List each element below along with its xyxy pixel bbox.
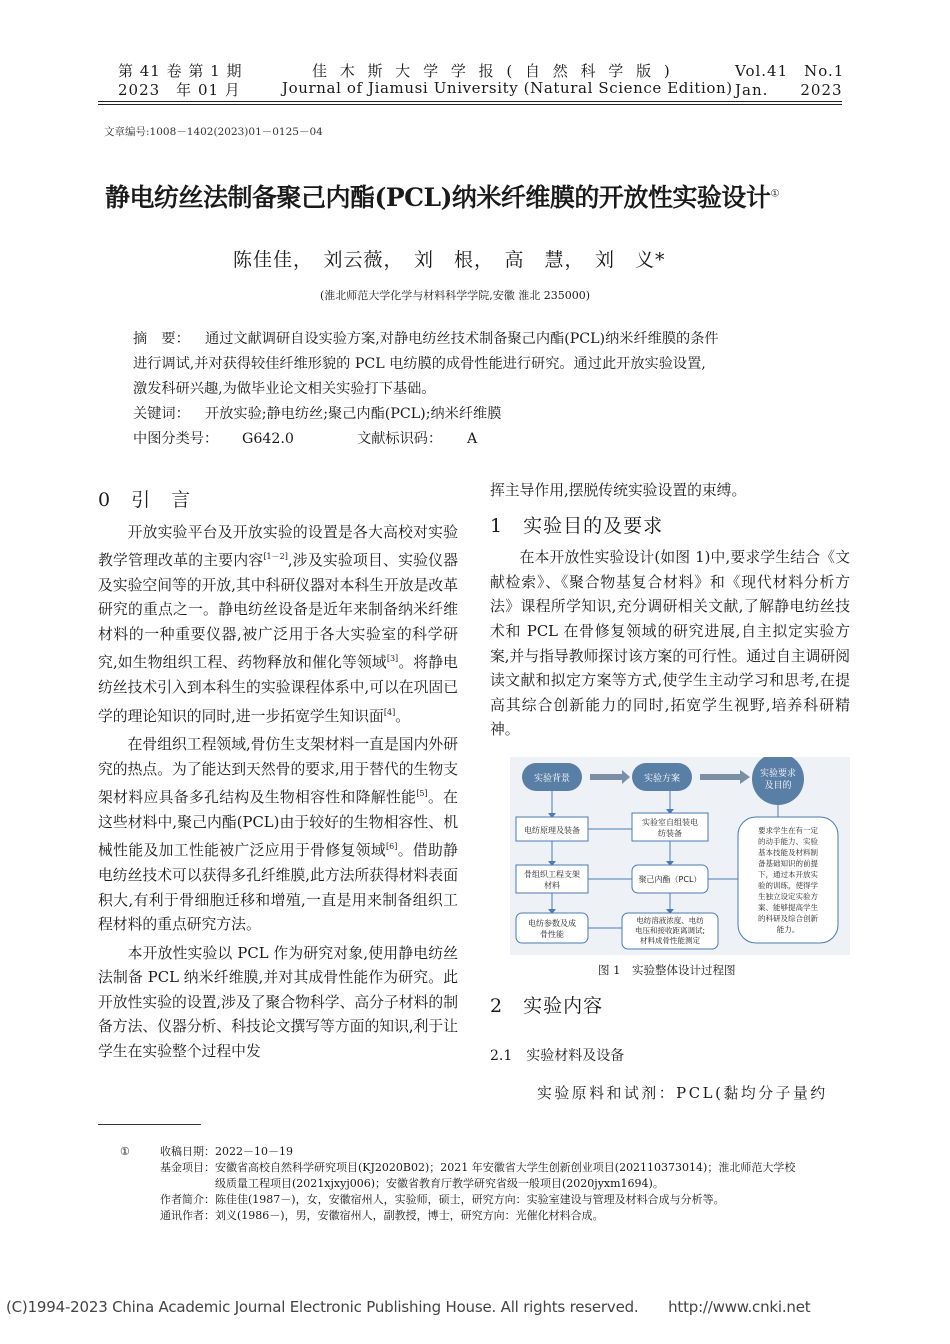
paper-title: 静电纺丝法制备聚己内酯(PCL)纳米纤维膜的开放性实验设计①	[105, 183, 779, 212]
section-2-title: 2 实验内容	[490, 995, 604, 1017]
abstract-line-1: 通过文献调研自设实验方案,对静电纺丝技术制备聚己内酯(PCL)纳米纤维膜的条件	[205, 331, 719, 347]
figure-1-caption: 图 1 实验整体设计过程图	[598, 963, 736, 977]
label-electrospinning-principle: 电纺原理及装备	[524, 826, 580, 835]
section-1-title: 1 实验目的及要求	[490, 514, 664, 537]
abstract-line-3: 激发科研兴趣,为做毕业论文相关实验打下基础。	[133, 381, 436, 397]
authors: 陈佳佳， 刘云薇， 刘 根， 高 慧， 刘 义*	[233, 249, 666, 271]
section-0-title: 0 引 言	[98, 489, 192, 511]
clc-value: G642.0	[242, 431, 294, 447]
header-rule-2	[98, 104, 842, 105]
label-bone-scaffold-1: 骨组织工程支架	[524, 870, 580, 879]
label-solution-params-2: 电压和接收距离调试;	[634, 926, 706, 935]
footnote-bio: 作者简介：陈佳佳(1987－)，女，安徽宿州人，实验师，硕士，研究方向：实验室建设与管理及材料合成与分析等。	[160, 1193, 725, 1206]
article-number: 文章编号:1008－1402(2023)01－0125－04	[104, 126, 323, 138]
req-line-10: 能力。	[776, 925, 800, 934]
intro-paragraph-2: 在骨组织工程领域,骨仿生支架材料一直是国内外研究的热点。为了能达到天然骨的要求,用于替代的生物支架材料应具备多孔结构及生物相容性和降解性能[5]。在这些材料中,聚己内酯(PCL)由于较好的生物相容性、机械性能及加工性能被广泛应用于骨修复领域[6]。借助静电纺丝技术可以获得多孔纤维膜,此方法所获得材料表面积大,有利于骨细胞迁移和增殖,一直是用来制备组织工程材料的重点研究方法。	[98, 736, 458, 934]
copyright-notice: (C)1994-2023 China Academic Journal Electronic Publishing House. All rights reserved. http://www.cnki.net	[6, 1298, 811, 1316]
req-line-8: 案、能够提高学生	[758, 903, 818, 912]
section-2-1-paragraph: 实验原料和试剂：PCL(黏均分子量约	[537, 1085, 828, 1102]
label-spinning-params-1: 电纺参数及成	[528, 919, 576, 928]
journal-title-cn: 佳 木 斯 大 学 学 报 ( 自 然 科 学 版 )	[312, 62, 674, 80]
abstract-line-2: 进行调试,并对获得较佳纤维形貌的 PCL 电纺膜的成骨性能进行研究。通过此开放实验设置,	[133, 356, 706, 372]
title-footnote-mark: ①	[770, 188, 779, 200]
req-line-1: 要求学生在有一定	[758, 826, 818, 835]
label-experiment-background: 实验背景	[533, 774, 571, 784]
affiliation: (淮北师范大学化学与材料科学学院,安徽 淮北 235000)	[320, 289, 591, 302]
req-line-4: 备基础知识的前提	[758, 859, 818, 868]
header-date: 2023 年 01 月	[118, 81, 241, 99]
intro-paragraph-3: 本开放性实验以 PCL 作为研究对象,使用静电纺丝法制备 PCL 纳米纤维膜,并对其成骨性能作为研究。此开放性实验的设置,涉及了聚合物科学、高分子材料的制备方法、仪器分析、科技论文撰写等方面的知识,利于让学生在实验整个过程中发	[98, 944, 458, 1061]
keywords: 开放实验;静电纺丝;聚己内酯(PCL);纳米纤维膜	[205, 406, 502, 422]
label-experiment-plan: 实验方案	[643, 774, 681, 784]
footnote-mark: ①	[120, 1145, 130, 1158]
right-column	[490, 479, 850, 743]
doc-code-label: 文献标识码：	[357, 431, 443, 447]
footnote-rule	[98, 1124, 201, 1125]
label-solution-params-3: 材料成骨性能测定	[640, 936, 700, 945]
req-line-3: 基本技能及材料制	[758, 848, 818, 857]
section-2-1-title: 2.1 实验材料及设备	[490, 1048, 625, 1064]
req-line-6: 验的训练，使得学	[758, 881, 818, 890]
label-spinning-params-2: 骨性能	[540, 930, 564, 939]
label-requirements-1: 实验要求	[759, 769, 797, 779]
header-date-en: Jan. 2023	[735, 81, 843, 99]
abstract-label: 摘 要：	[133, 331, 190, 347]
keywords-label: 关键词：	[133, 406, 190, 422]
req-line-7: 生独立设定实验方	[758, 892, 818, 901]
clc-label: 中图分类号：	[133, 431, 219, 447]
footnote-fund-2: 级质量工程项目(2021xjxyj006)；安徽省教育厅教学研究省级一般项目(2020jyxm1694)。	[215, 1177, 664, 1190]
req-line-2: 的动手能力、实验	[758, 837, 818, 846]
label-solution-params-1: 电纺溶液浓度、电纺	[636, 916, 704, 925]
left-column	[98, 488, 458, 1065]
label-lab-equipment-1: 实验室自组装电	[642, 818, 698, 827]
label-lab-equipment-2: 纺装备	[658, 829, 682, 838]
header-volume: 第 41 卷 第 1 期	[118, 62, 243, 80]
req-line-9: 的科研及综合创新	[758, 914, 818, 923]
label-pcl: 聚己内酯（PCL）	[638, 875, 702, 884]
continued-text: 挥主导作用,摆脱传统实验设置的束缚。	[490, 482, 747, 499]
header-rule	[98, 101, 842, 102]
req-line-5: 下，通过本开放实	[758, 870, 818, 879]
doc-code-value: A	[467, 431, 478, 447]
footnote-fund-1: 基金项目：安徽省高校自然科学研究项目(KJ2020B02)；2021 年安徽省大学生创新创业项目(202110373014)；淮北师范大学校	[160, 1161, 796, 1174]
label-requirements-2: 及目的	[764, 781, 792, 791]
footnote-corresponding: 通讯作者：刘义(1986－)，男，安徽宿州人，副教授，博士，研究方向：光催化材料合成。	[160, 1209, 604, 1222]
journal-title-en: Journal of Jiamusi University (Natural Science Edition)	[282, 79, 733, 97]
header-vol-en: Vol.41 No.1	[735, 62, 845, 80]
figure-1-flowchart	[510, 757, 850, 955]
footnote-received: 收稿日期：2022－10－19	[160, 1145, 293, 1158]
section-1-paragraph: 在本开放性实验设计(如图 1)中,要求学生结合《文献检索》、《聚合物基复合材料》和《现代材料分析方法》课程所学知识,充分调研相关文献,了解静电纺丝技术和 PCL 在骨修复领域的研究进展,自主拟定实验方案,并与指导教师探讨该方案的可行性。通过自主调研阅读文献和拟定方案等方式,使学生主动学习和思考,在提高其综合创新能力的同时,拓宽学生视野,培养科研精神。	[490, 549, 850, 739]
intro-paragraph-1: 开放实验平台及开放实验的设置是各大高校对实验教学管理改革的主要内容[1－2],涉及实验项目、实验仪器及实验空间等的开放,其中科研仪器对本科生开放是改革研究的重点之一。静电纺丝设备是近年来制备纳米纤维材料的一种重要仪器,被广泛用于各大实验室的科学研究,如生物组织工程、药物释放和催化等领域[3]。将静电纺丝技术引入到本科生的实验课程体系中,可以在巩固已学的理论知识的同时,进一步拓宽学生知识面[4]。	[98, 523, 458, 725]
label-bone-scaffold-2: 材料	[544, 881, 560, 890]
